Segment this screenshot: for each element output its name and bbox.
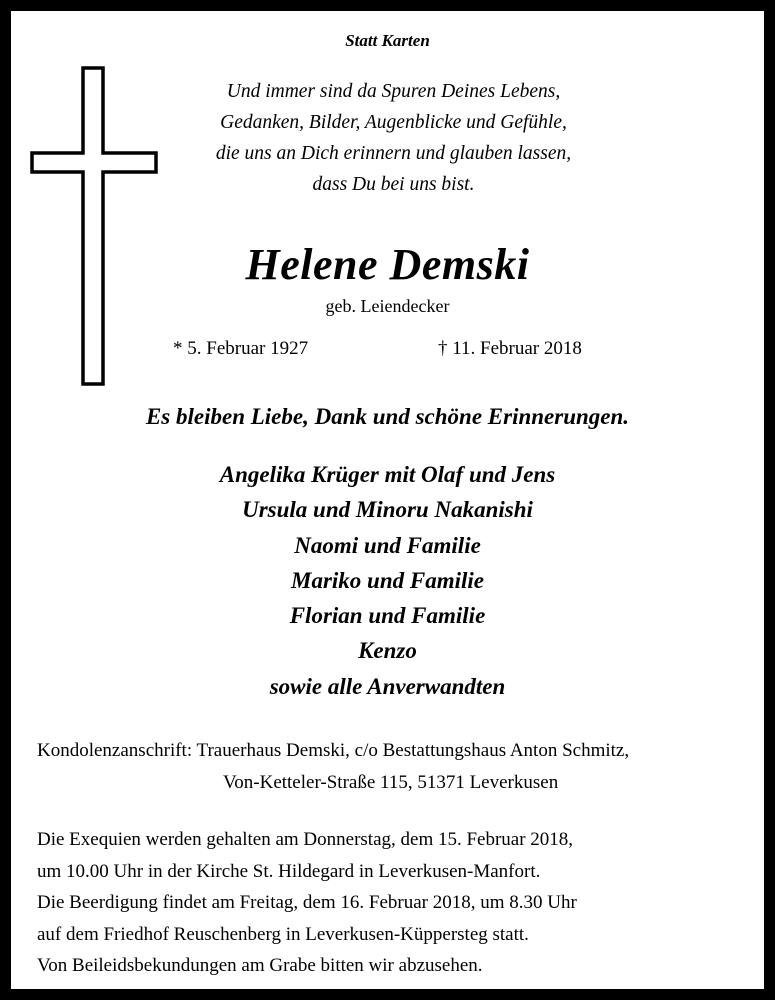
statt-karten-heading: Statt Karten [345,31,430,50]
mourner-line: Kenzo [358,638,417,664]
birth-date: * 5. Februar 1927 [173,338,309,359]
death-date: † 11. Februar 2018 [438,338,582,359]
poem [171,76,616,200]
mourner-line: sowie alle Anverwandten [269,673,506,699]
mourner-line: Florian und Familie [289,603,486,629]
maiden-name: geb. Leiendecker [325,296,450,316]
condolence-street-line: Von-Ketteler-Straße 115, 51371 Leverkusen [223,772,559,793]
condolence-address [37,735,629,799]
mourners-list [11,457,764,704]
poem-line: Und immer sind da Spuren Deines Lebens, [226,81,561,102]
deceased-name: Helene Demski [245,240,530,289]
condolence-line: Kondolenzanschrift: Trauerhaus Demski, c/o Bestattungshaus Anton Schmitz, [37,740,630,761]
cross-icon [30,66,158,386]
motto: Es bleiben Liebe, Dank und schöne Erinnerungen. [145,404,630,429]
funeral-line: Von Beileidsbekundungen am Grabe bitten wir abzusehen. [37,955,483,976]
funeral-details [37,824,577,982]
funeral-line: Die Beerdigung findet am Freitag, dem 16. Februar 2018, um 8.30 Uhr [37,892,577,913]
funeral-line: um 10.00 Uhr in der Kirche St. Hildegard in Leverkusen-Manfort. [37,860,541,882]
poem-line: dass Du bei uns bist. [312,174,475,195]
mourner-line: Ursula und Minoru Nakanishi [242,497,533,523]
mourner-line: Angelika Krüger mit Olaf und Jens [219,462,556,487]
funeral-line: auf dem Friedhof Reuschenberg in Leverkusen-Küppersteg statt. [37,923,529,945]
poem-line: Gedanken, Bilder, Augenblicke und Gefühle, [220,112,567,133]
mourner-line: Mariko und Familie [291,567,484,593]
mourner-line: Naomi und Familie [294,532,481,558]
poem-line: die uns an Dich erinnern und glauben lassen, [215,143,572,164]
funeral-line: Die Exequien werden gehalten am Donnerstag, dem 15. Februar 2018, [37,829,574,850]
